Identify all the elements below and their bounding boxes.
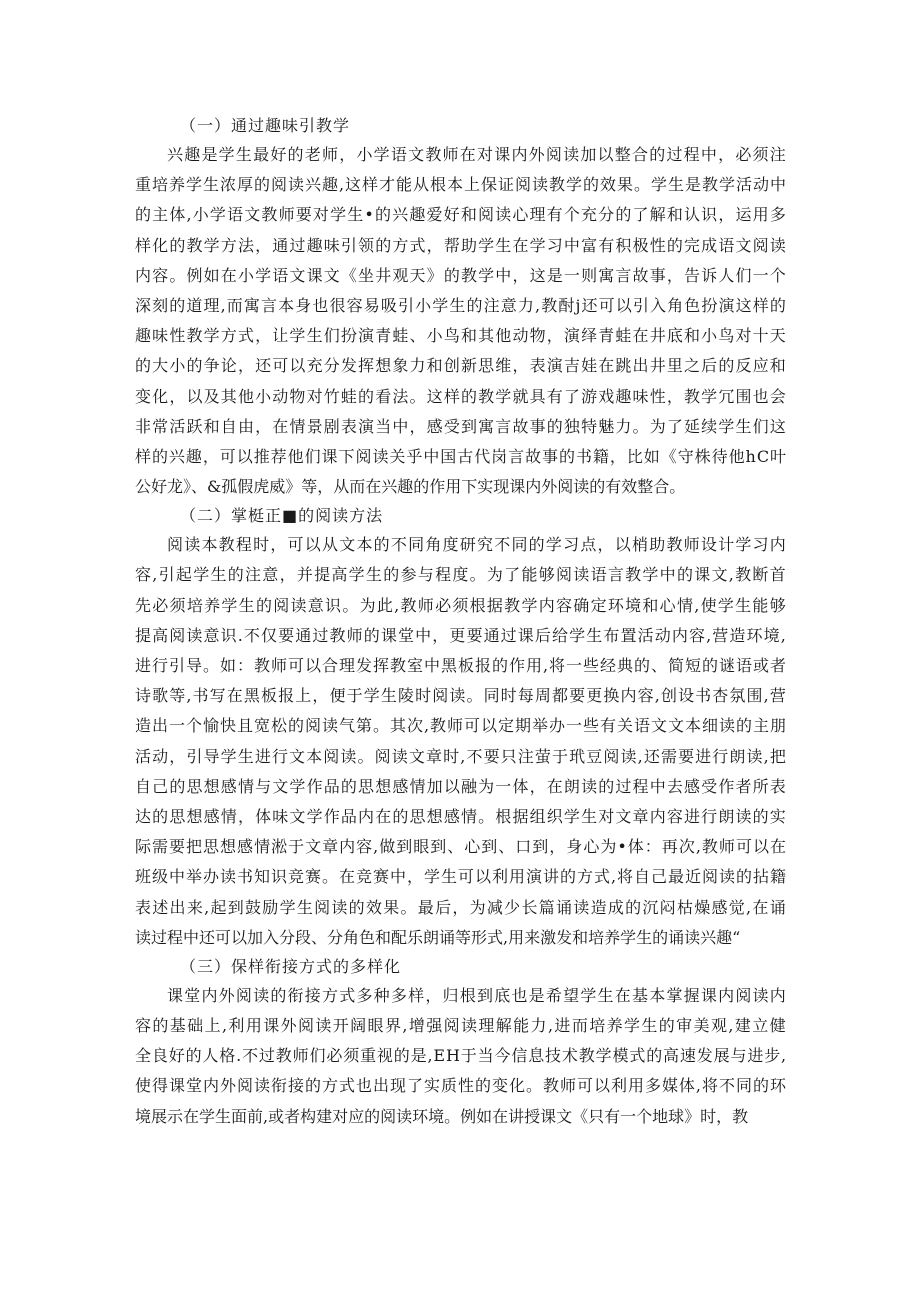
paragraph-line: 阅读本教程时，可以从文本的不同角度研究不同的学习点，以梢助教师设计学习内 [167, 535, 787, 555]
paragraph-line: 造出一个愉快且宽松的阅读气第。其次,教师可以定期举办一些有关语文文本细读的主朋 [135, 716, 787, 736]
paragraph-line: 公好龙》、&孤假虎威》等，从而在兴趣的作用下实现课内外阅读的有效整合。 [135, 477, 686, 497]
paragraph-line: 课堂内外阅读的衔接方式多种多样，归根到底也是希望学生在基本掌握课内阅读内 [167, 985, 787, 1005]
paragraph-line: 使得课堂内外阅读衔接的方式也出现了实质性的变化。教师可以利用多媒体,将不同的环 [135, 1076, 787, 1096]
paragraph-line: 境展示在学生面前,或者构建对应的阅读环境。例如在讲授课文《只有一个地球》时，教 [135, 1106, 749, 1126]
paragraph-line: 非常活跃和自由，在情景剧表演当中，感受到寓言故事的独特魅力。为了延续学生们这 [135, 416, 787, 436]
paragraph-line: 容的基础上,利用课外阅读开阔眼界,增强阅读理解能力,进而培养学生的审美观,建立健 [135, 1016, 787, 1036]
paragraph-line: 际需要把思想感情淞于文章内容,做到眼到、心到、口到，身心为•体：再次,教师可以在 [135, 837, 787, 857]
paragraph-line: 提高阅读意识.不仅要通过教师的课堂中，更要通过课后给学生布置活动内容,营造环境, [135, 625, 787, 645]
paragraph-line: 变化，以及其他小动物对竹蛙的看法。这样的教学就具有了游戏趣味性，教学冗围也会 [135, 386, 787, 406]
paragraph-line: 的主体,小学语文教师要对学生•的兴趣爱好和阅读心理有个充分的了解和认识，运用多 [135, 205, 787, 225]
paragraph-line: 全良好的人格.不过教师们必须重视的是,EH于当今信息技术教学模式的高速发展与进步, [135, 1046, 787, 1066]
paragraph-line: 自己的思想感情与文学作品的思想感情加以融为一体，在朗读的过程中去感受作者所表 [135, 776, 787, 796]
section-heading: （三）保样衔接方式的多样化 [180, 956, 402, 976]
paragraph-line: 样化的教学方法，通过趣味引领的方式，帮助学生在学习中富有积极性的完成语文阅读 [135, 235, 787, 255]
paragraph-line: 读过程中还可以加入分段、分角色和配乐朗诵等形式,用来激发和培养学生的诵读兴趣“ [135, 927, 741, 947]
paragraph-line: 趣味性教学方式，让学生们扮演青蛙、小鸟和其他动物，演绎青蛙在井底和小鸟对十天 [135, 326, 787, 346]
paragraph-line: 重培养学生浓厚的阅读兴趣,这样才能从根本上保证阅读教学的效果。学生是教学活动中 [135, 175, 787, 195]
paragraph-line: 班级中举办读书知识竞赛。在竞赛中，学生可以利用演讲的方式,将自己最近阅读的拈籍 [135, 867, 787, 887]
document-body [135, 112, 787, 1132]
paragraph-line: 深刻的道理,而寓言本身也很容易吸引小学生的注意力,教酎j还可以引入角色扮演这样的 [135, 295, 787, 315]
paragraph-line: 进行引导。如：教师可以合理发挥教室中黑板报的作用,将一些经典的、简短的谜语或者 [135, 656, 787, 675]
paragraph-line: 兴趣是学生最好的老师，小学语文教师在对课内外阅读加以整合的过程中，必须注 [167, 145, 787, 164]
paragraph-line: 活动，引导学生进行文本阅读。阅读文章时,不要只注萤于玳豆阅读,还需要进行朗读,把 [135, 746, 787, 766]
paragraph-line: 表述出来,起到鼓励学生阅读的效果。最后，为减少长篇诵读造成的沉闷枯燥感觉,在诵 [135, 897, 787, 917]
paragraph-line: 内容。例如在小学语文课文《坐井观天》的教学中，这是一则寓言故事，告诉人们一个 [135, 265, 787, 285]
section-heading: （一）通过趣味引教学 [180, 116, 351, 135]
paragraph-line: 的大小的争论，还可以充分发挥想象力和创新思维，表演吉娃在跳出井里之后的反应和 [135, 356, 787, 376]
paragraph-line: 达的思想感情，体味文学作品内在的思想感情。根据组织学生对文章内容进行朗读的实 [135, 806, 787, 826]
paragraph-line: 先必须培养学生的阅读意识。为此,教师必须根据教学内容确定环境和心情,使学生能够 [135, 595, 787, 615]
paragraph-line: 样的兴趣，可以推荐他们课下阅读关乎中国古代岗言故事的书籍，比如《守株待他hC叶 [135, 446, 787, 466]
section-heading: （二）掌梃正■的阅读方法 [180, 506, 384, 526]
paragraph-line: 诗歌等,书写在黑板报上，便于学生陵时阅读。同时每周都要更换内容,创设书杏氛围,营 [135, 686, 787, 706]
paragraph-line: 容,引起学生的注意，并提高学生的参与程度。为了能够阅读语言教学中的课文,教断首 [135, 565, 787, 585]
